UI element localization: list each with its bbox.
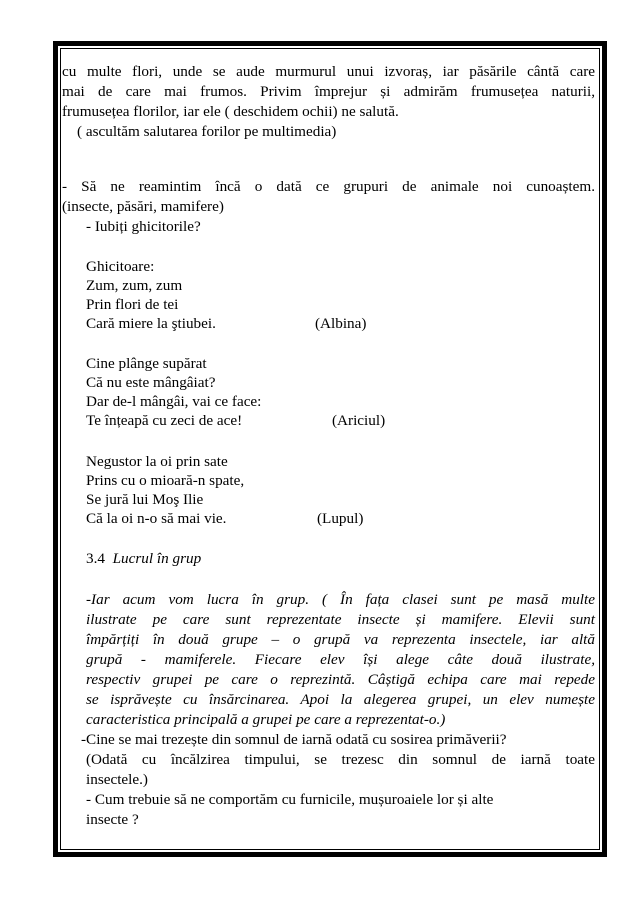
riddle-2-line-3: Dar de-l mângâi, vai ce face: bbox=[86, 393, 262, 410]
riddle-1-line-1: Zum, zum, zum bbox=[86, 277, 183, 294]
riddle-3-line-4: Că la oi n-o să mai vie. bbox=[86, 510, 227, 527]
group-work-line-4: grupă - mamiferele. Fiecare elev își alege câte două ilustrate, bbox=[86, 651, 595, 668]
page-border-inner bbox=[60, 48, 600, 850]
riddle-3-line-3: Se jură lui Moş Ilie bbox=[86, 491, 204, 508]
riddle-1-line-3: Cară miere la ştiubei. bbox=[86, 315, 216, 332]
groups-line-1: - Să ne reamintim încă o dată ce grupuri de animale noi cunoaștem. bbox=[62, 178, 595, 195]
question-1: -Cine se mai trezește din somnul de iarnă odată cu sosirea primăverii? bbox=[81, 731, 507, 748]
intro-line-3: frumusețea florilor, iar ele ( deschidem ochii) ne salută. bbox=[62, 103, 399, 120]
riddle-question: - Iubiți ghicitorile? bbox=[86, 218, 201, 235]
riddle-1-line-2: Prin flori de tei bbox=[86, 296, 179, 313]
riddle-2-answer: (Ariciul) bbox=[332, 412, 386, 429]
group-work-line-7: caracteristica principală a grupei pe care a reprezentat-o.) bbox=[86, 711, 446, 728]
group-work-line-1: -Iar acum vom lucra în grup. ( În fața clasei sunt pe masă multe bbox=[86, 591, 595, 608]
intro-line-2: mai de care mai frumos. Privim împrejur și admirăm frumusețea naturii, bbox=[62, 83, 595, 100]
section-heading bbox=[86, 550, 201, 568]
group-work-line-6: se isprăvește cu însărcinarea. Apoi la alegerea grupei, un elev numește bbox=[86, 691, 595, 708]
section-title: Lucrul în grup bbox=[112, 550, 202, 567]
groups-line-2: (insecte, păsări, mamifere) bbox=[62, 198, 224, 215]
riddle-3-line-1: Negustor la oi prin sate bbox=[86, 453, 228, 470]
riddle-3-line-2: Prins cu o mioară-n spate, bbox=[86, 472, 245, 489]
group-work-line-3: împărțiți în două grupe – o grupă va reprezenta insectele, iar altă bbox=[86, 631, 595, 648]
question-2-line-1: - Cum trebuie să ne comportăm cu furnicile, mușuroaiele lor și alte bbox=[86, 791, 494, 808]
riddle-2-line-4: Te înțeapă cu zeci de ace! bbox=[86, 412, 243, 429]
riddle-2-line-1: Cine plânge supărat bbox=[86, 355, 207, 372]
riddle-2-line-2: Că nu este mângâiat? bbox=[86, 374, 216, 391]
question-2-line-2: insecte ? bbox=[86, 811, 139, 828]
section-number: 3.4 bbox=[86, 550, 105, 567]
riddle-3-answer: (Lupul) bbox=[317, 510, 364, 527]
answer-1-line-2: insectele.) bbox=[86, 771, 148, 788]
group-work-line-2: ilustrate pe care sunt reprezentate insecte și mamifere. Elevii sunt bbox=[86, 611, 595, 628]
intro-line-1: cu multe flori, unde se aude murmurul unui izvoraș, iar păsările cântă care bbox=[62, 63, 595, 80]
intro-line-4: ( ascultăm salutarea forilor pe multimedia) bbox=[77, 123, 337, 140]
riddles-heading: Ghicitoare: bbox=[86, 258, 155, 275]
answer-1-line-1: (Odată cu încălzirea timpului, se trezesc din somnul de iarnă toate bbox=[86, 751, 595, 768]
riddle-1-answer: (Albina) bbox=[315, 315, 367, 332]
group-work-line-5: respectiv grupei pe care o reprezintă. Câștigă echipa care mai repede bbox=[86, 671, 595, 688]
